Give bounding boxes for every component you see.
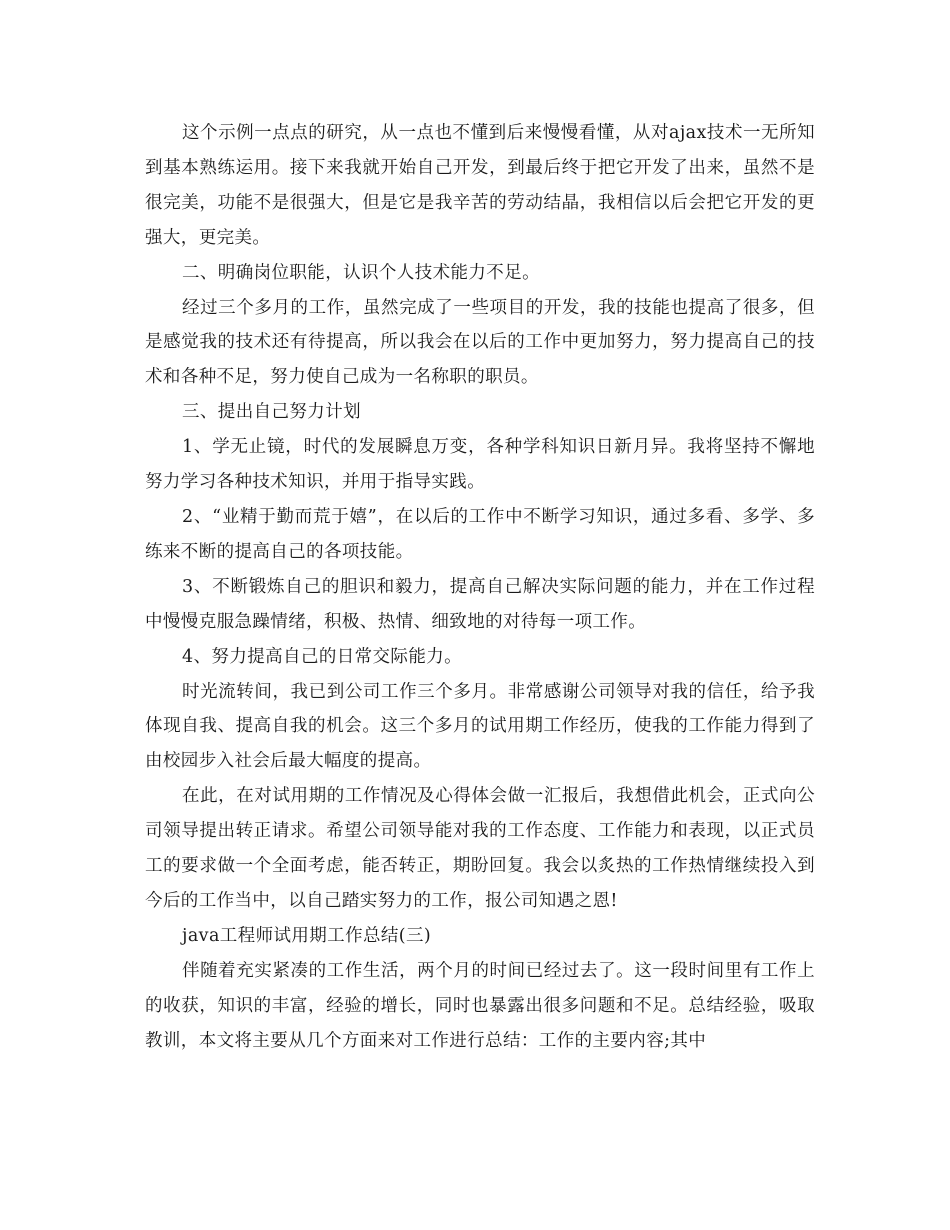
- plan-item-2: 2、“业精于勤而荒于嬉”，在以后的工作中不断学习知识，通过多看、多学、多练来不断的提高自己的各项技能。: [145, 506, 815, 562]
- paragraph-ajax-example: 这个示例一点点的研究，从一点也不懂到后来慢慢看懂，从对ajax技术一无所知到基本熟练运用。接下来我就开始自己开发，到最后终于把它开发了出来，虽然不是很完美，功能不是很强大，但是它是我辛苦的劳动结晶，我相信以后会把它开发的更强大，更完美。: [145, 123, 815, 248]
- plan-item-1: 1、学无止镜，时代的发展瞬息万变，各种学科知识日新月异。我将坚持不懈地努力学习各种技术知识，并用于指导实践。: [145, 437, 815, 493]
- paragraph-summary-intro: 伴随着充实紧凑的工作生活，两个月的时间已经过去了。这一段时间里有工作上的收获，知识的丰富，经验的增长，同时也暴露出很多问题和不足。总结经验，吸取教训，本文将主要从几个方面来对工作进行总结：工作的主要内容;其中: [145, 960, 815, 1051]
- document-body: [145, 116, 815, 1058]
- plan-item-4: 4、努力提高自己的日常交际能力。: [182, 646, 463, 667]
- paragraph-regularization-request: 在此，在对试用期的工作情况及心得体会做一汇报后，我想借此机会，正式向公司领导提出转正请求。希望公司领导能对我的工作态度、工作能力和表现，以正式员工的要求做一个全面考虑，能否转正，期盼回复。我会以炙热的工作热情继续投入到今后的工作当中，以自己踏实努力的工作，报公司知遇之恩!: [145, 786, 815, 911]
- paragraph-three-months-work: 经过三个多月的工作，虽然完成了一些项目的开发，我的技能也提高了很多，但是感觉我的技术还有待提高，所以我会在以后的工作中更加努力，努力提高自己的技术和各种不足，努力使自己成为一名称职的职员。: [145, 297, 815, 388]
- heading-section-three: 三、提出自己努力计划: [182, 402, 361, 423]
- paragraph-gratitude: 时光流转间，我已到公司工作三个多月。非常感谢公司领导对我的信任，给予我体现自我、提高自我的机会。这三个多月的试用期工作经历，使我的工作能力得到了由校园步入社会后最大幅度的提高。: [145, 681, 815, 772]
- section-title-summary-three: java工程师试用期工作总结(三): [182, 925, 432, 946]
- plan-item-3: 3、不断锻炼自己的胆识和毅力，提高自己解决实际问题的能力，并在工作过程中慢慢克服急躁情绪，积极、热情、细致地的对待每一项工作。: [145, 576, 815, 632]
- heading-section-two: 二、明确岗位职能，认识个人技术能力不足。: [182, 262, 540, 283]
